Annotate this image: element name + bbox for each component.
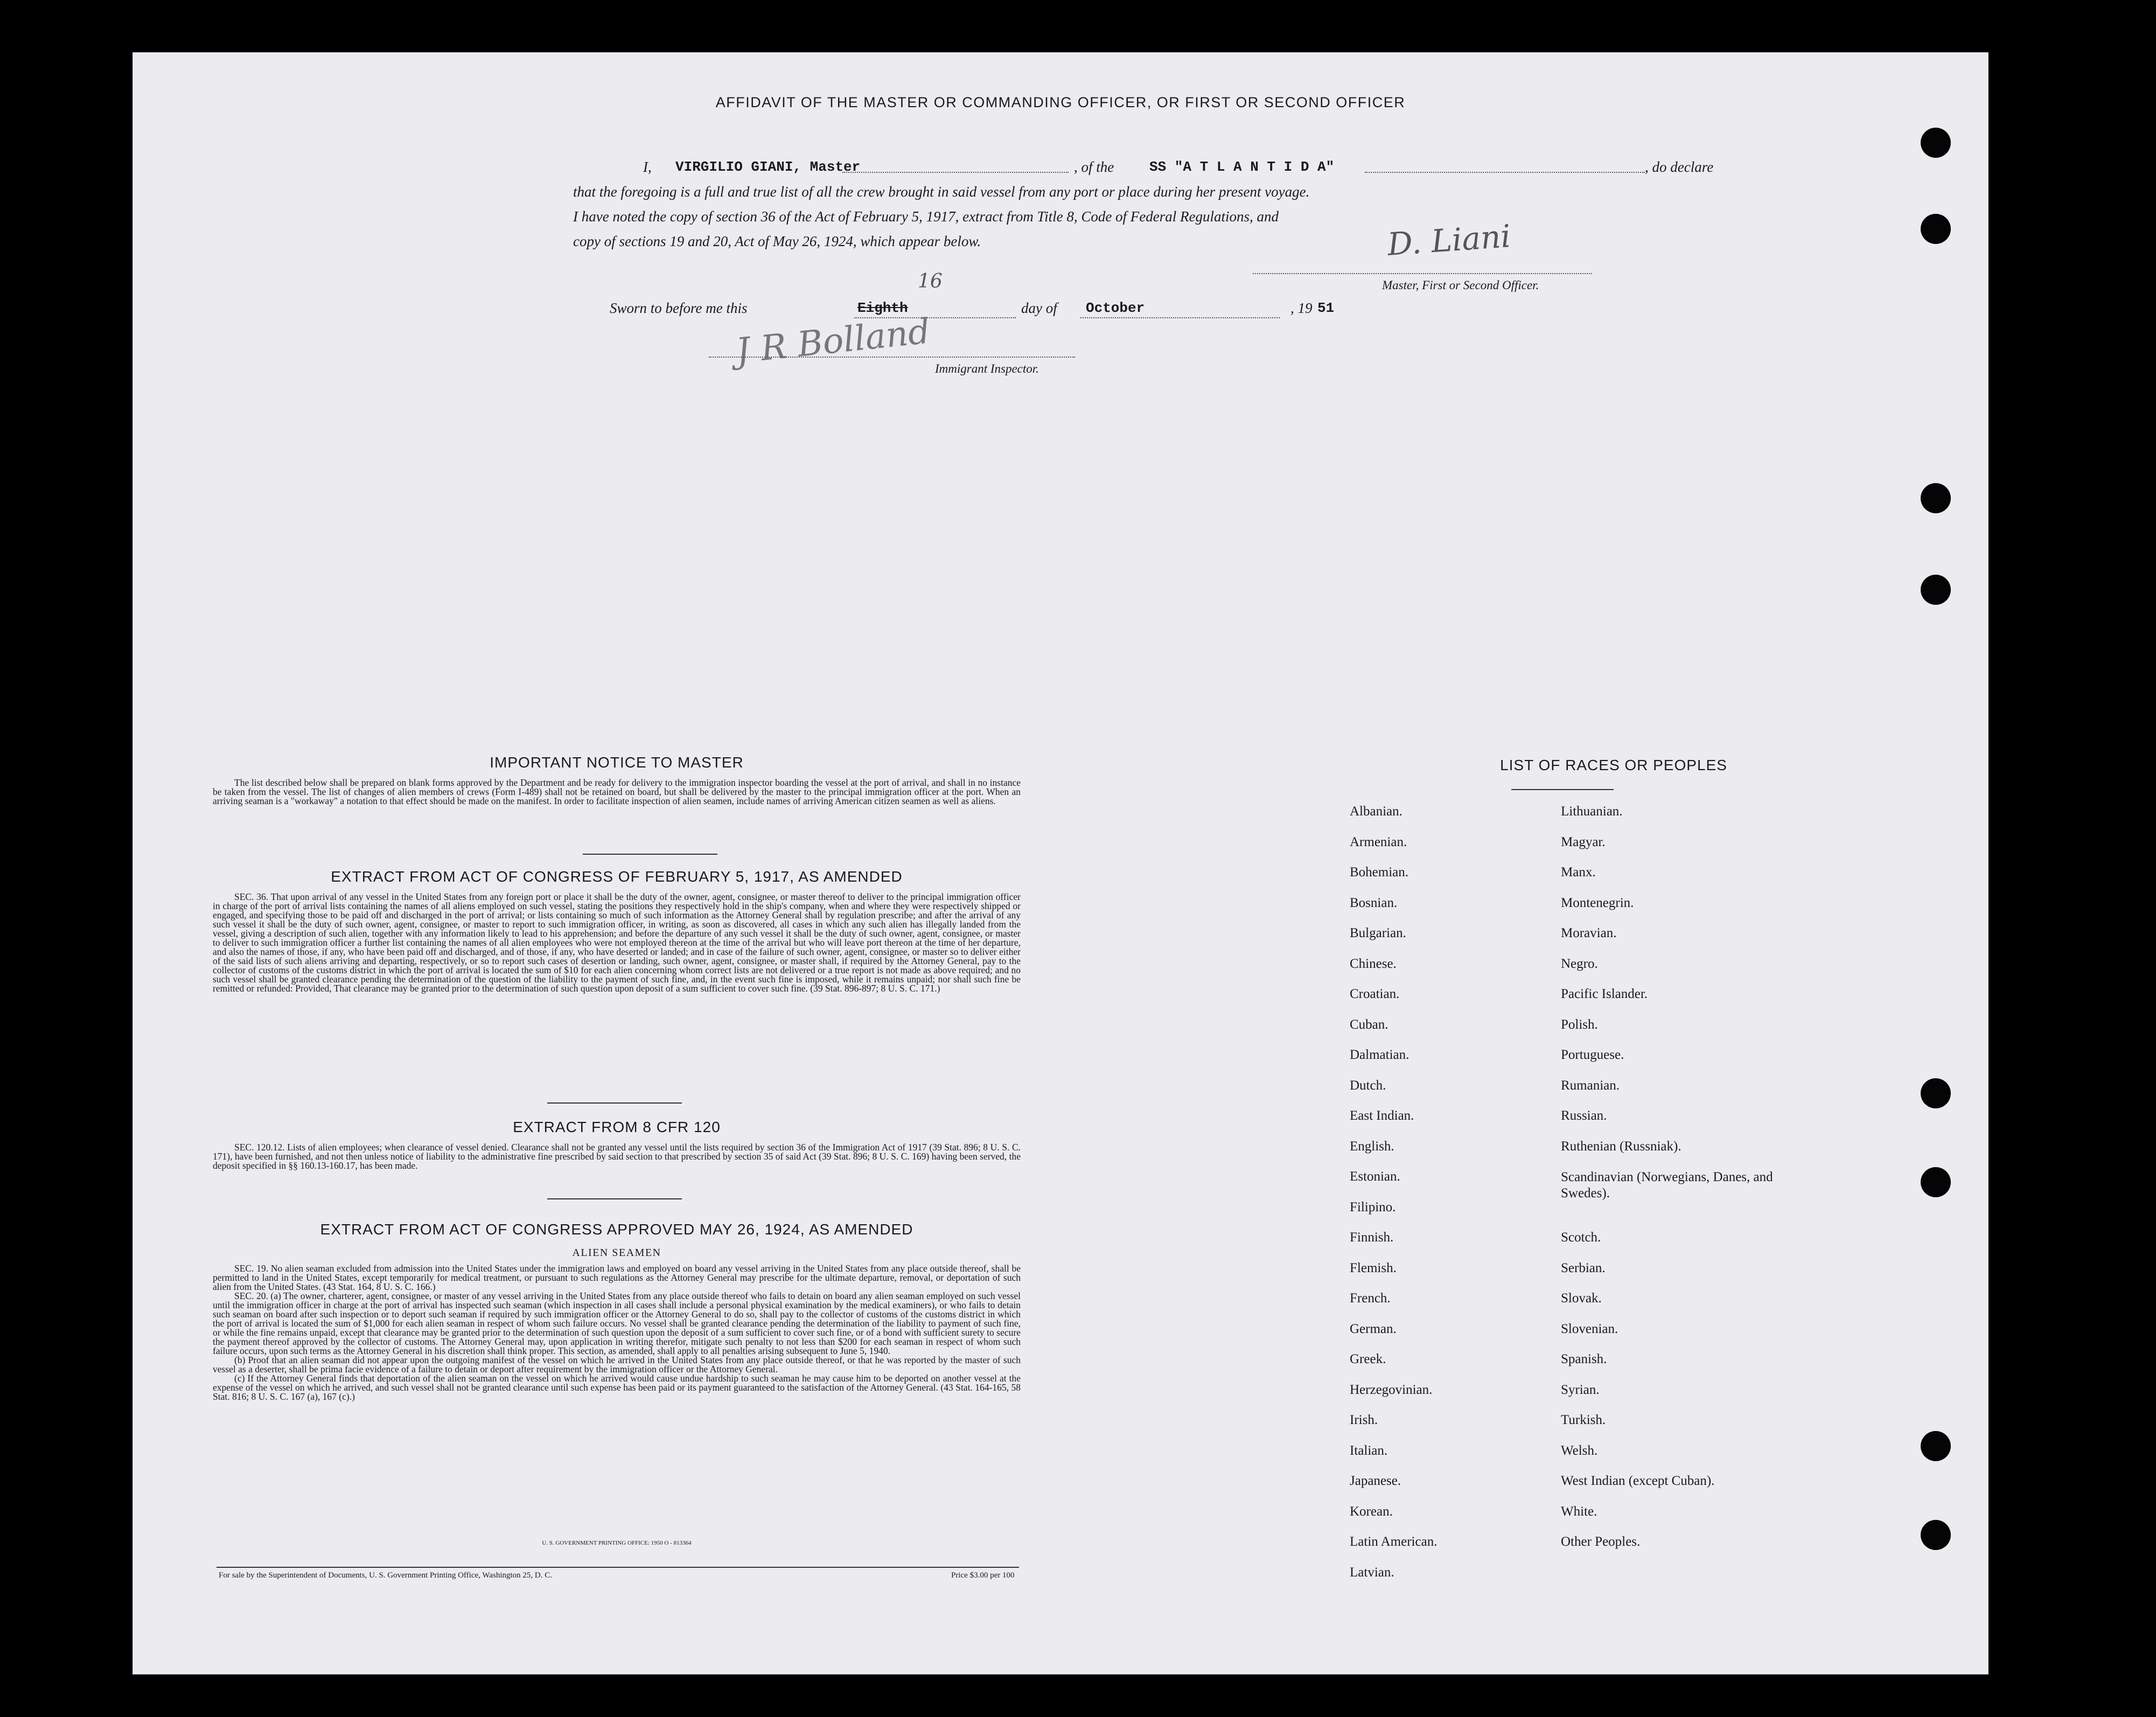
footer-rule <box>217 1567 1019 1568</box>
race-item: Rumanian. <box>1561 1078 1620 1093</box>
sworn-day: Eighth <box>857 300 908 316</box>
race-item: Latin American. <box>1350 1534 1438 1549</box>
races-left-column <box>1350 804 1544 1595</box>
race-item: Serbian. <box>1561 1260 1606 1275</box>
inspector-signature-line <box>709 357 1075 358</box>
race-item: Ruthenian (Russniak). <box>1561 1139 1681 1154</box>
sworn-day-correction: 16 <box>918 270 943 292</box>
price-notice: Price $3.00 per 100 <box>951 1571 1015 1580</box>
race-item: Moravian. <box>1561 926 1617 940</box>
of-the-label: , of the <box>1074 159 1114 175</box>
document-sheet <box>132 52 1988 1674</box>
punch-hole <box>1921 128 1951 158</box>
printer-imprint: U. S. GOVERNMENT PRINTING OFFICE: 1950 O - 813364 <box>542 1540 692 1546</box>
race-item: Estonian. <box>1350 1169 1400 1184</box>
signature-line <box>1253 273 1592 274</box>
race-item: Bohemian. <box>1350 865 1409 880</box>
inspector-signature: J R Bolland <box>734 311 932 372</box>
race-item: Chinese. <box>1350 956 1397 971</box>
pronoun: I, <box>643 159 652 175</box>
race-item: Montenegrin. <box>1561 895 1634 910</box>
race-item: Armenian. <box>1350 834 1407 849</box>
race-item: Dalmatian. <box>1350 1048 1410 1062</box>
race-item: White. <box>1561 1504 1597 1519</box>
extract-1924-title: EXTRACT FROM ACT OF CONGRESS APPROVED MAY 26, 1924, AS AMENDED <box>320 1221 913 1238</box>
race-item: Syrian. <box>1561 1382 1600 1397</box>
extract-1917-body: SEC. 36. That upon arrival of any vessel in the United States from any foreign port or place it shall be the duty of the owner, agent, consignee, or master thereof to deliver to the principal immigration officer in charge of the port of arrival lists containing the names of all aliens employed on such vessel, stating the positions they respectively hold in the ship's company, when and where they were respectively shipped or engaged, and specifying those to be paid off and discharged in the port of arrival; or lists containing so much of such information as the Attorney General shall by regulation prescribe; and after the arrival of any such vessel it shall be the duty of such owner, agent, consignee, or master to report to such immigration officer, in writing, as soon as discovered, all cases in which any such alien has illegally landed from the vessel, giving a description of such alien, together with any information likely to lead to his apprehension; and before the departure of any such vessel it shall be the duty of such owner, agent, consignee, or master to deliver to such immigration officer a further list containing the names of all alien employees who were not employed thereon at the time of the arrival but who will leave port thereon at the time of her departure, and also the names of those, if any, who have been paid off and discharged, and of those, if any, who have deserted or landed; and in case of the failure of such owner, agent, consignee, or master so to deliver either of the said lists of such aliens arriving and departing, respectively, or so to report such cases of desertion or landing, such owner, agent, consignee, or master shall, if required by the Attorney General, pay to the collector of customs of the customs district in which the port of arrival is located the sum of $10 for each alien concerning whom correct lists are not delivered or a true report is not made as above required; and no such vessel shall be granted clearance pending the determination of the question of the liability to the payment of such fine, and, in the event such fine is imposed, while it remains unpaid; nor shall such fine be remitted or refunded: Provided, That clearance may be granted prior to the determination of such question upon deposit of a sum sufficient to cover such fine. (39 Stat. 896-897; 8 U. S. C. 171.) <box>213 891 1021 994</box>
separator-rule <box>583 854 717 855</box>
declaration-line-3: I have noted the copy of section 36 of the Act of February 5, 1917, extract from Title 8, Code of Federal Regulations, and <box>573 208 1279 225</box>
race-item: Herzegovinian. <box>1350 1382 1433 1397</box>
race-item: Spanish. <box>1561 1352 1607 1366</box>
extract-1917-title: EXTRACT FROM ACT OF CONGRESS OF FEBRUARY 5, 1917, AS AMENDED <box>331 868 903 885</box>
declaration-line-1 <box>573 155 1736 179</box>
race-item: Greek. <box>1350 1352 1386 1366</box>
race-item: Dutch. <box>1350 1078 1386 1093</box>
race-item: Lithuanian. <box>1561 804 1623 819</box>
races-title: LIST OF RACES OR PEOPLES <box>1500 757 1727 773</box>
master-signature-caption: Master, First or Second Officer. <box>1382 278 1539 292</box>
race-item: Pacific Islander. <box>1561 987 1648 1001</box>
declaration <box>573 155 1736 254</box>
punch-hole <box>1921 1520 1951 1550</box>
race-item: Bosnian. <box>1350 895 1398 910</box>
separator-rule <box>547 1198 682 1199</box>
do-declare-label: , do declare <box>1645 159 1714 175</box>
race-item: Welsh. <box>1561 1443 1598 1458</box>
race-item: Croatian. <box>1350 987 1400 1001</box>
race-item: Finnish. <box>1350 1230 1394 1245</box>
race-item: Korean. <box>1350 1504 1393 1519</box>
extract-1924-body <box>213 1264 1021 1401</box>
sale-notice: For sale by the Superintendent of Documents, U. S. Government Printing Office, Washington 25, D. C. <box>219 1571 552 1580</box>
punch-hole <box>1921 575 1951 605</box>
sworn-year: 51 <box>1317 300 1335 316</box>
race-item: Turkish. <box>1561 1413 1606 1427</box>
race-item: East Indian. <box>1350 1108 1414 1123</box>
day-of-label: day of <box>1021 300 1057 316</box>
dotted-line <box>1365 172 1645 173</box>
race-item: Manx. <box>1561 865 1596 880</box>
race-item: Flemish. <box>1350 1260 1397 1275</box>
race-item: French. <box>1350 1291 1391 1306</box>
section-20b: (b) Proof that an alien seaman did not appear upon the outgoing manifest of the vessel on which he arrived in the United States from any place outside thereof, or that he was reported by the master of such vessel as a deserter, shall be prima facie evidence of a failure to detain or deport after requirement by the immigration officer or the Attorney General. <box>213 1355 1021 1374</box>
declaration-line-4: copy of sections 19 and 20, Act of May 26, 1924, which appear below. <box>573 233 981 249</box>
section-20a: SEC. 20. (a) The owner, charterer, agent, consignee, or master of any vessel arriving in the United States from any place outside thereof who fails to detain on board any alien seaman employed on such vessel until the immigration officer in charge at the port of arrival has inspected such seaman (which inspection in all cases shall include a personal physical examination by the medical examiners), or who fails to detain such seaman on board after such inspection or to deport such seaman if required by such immigration officer or the Attorney General to do so, shall pay to the collector of customs of the customs district in which the port of arrival is located the sum of $1,000 for each alien seaman in respect of whom such failure occurs. No vessel shall be granted clearance pending the determination of the liability to payment of such fine, or while the fine remains unpaid, except that clearance may be granted prior to the determination of such question upon the deposit of a sum sufficient to cover such fine, or of a bond with sufficient surety to secure the payment thereof approved by the collector of customs. The Attorney General may, upon application in writing therefor, mitigate such penalty to not less than $200 for each seaman in respect of whom such failure occurs, upon such terms as the Attorney General in his discretion shall think proper. This section, as amended, shall apply to all penalties arising subsequent to June 5, 1940. <box>213 1290 1021 1356</box>
section-20c: (c) If the Attorney General finds that deportation of the alien seaman on the vessel on which he arrived would cause undue hardship to such seaman he may cause him to be deported on another vessel at the expense of the vessel on which he arrived, and such vessel shall not be granted clearance until such expense has been paid or its payment guaranteed to the satisfaction of the Attorney General. (43 Stat. 164-165, 58 Stat. 816; 8 U. S. C. 167 (a), 167 (c).) <box>213 1373 1021 1402</box>
punch-hole <box>1921 214 1951 244</box>
dotted-line <box>1080 317 1280 318</box>
sworn-month: October <box>1086 300 1145 316</box>
race-item: Other Peoples. <box>1561 1534 1641 1549</box>
punch-hole <box>1921 1078 1951 1108</box>
race-item: Magyar. <box>1561 834 1606 849</box>
race-item: Portuguese. <box>1561 1048 1624 1062</box>
punch-hole <box>1921 1167 1951 1197</box>
race-item: Bulgarian. <box>1350 926 1406 940</box>
sworn-prefix: Sworn to before me this <box>610 300 748 316</box>
race-item: Scotch. <box>1561 1230 1601 1245</box>
race-item: Latvian. <box>1350 1565 1394 1580</box>
race-item: Cuban. <box>1350 1017 1389 1032</box>
affidavit-title: AFFIDAVIT OF THE MASTER OR COMMANDING OFFICER, OR FIRST OR SECOND OFFICER <box>715 94 1406 110</box>
master-signature: D. Liani <box>1386 218 1512 263</box>
dotted-line <box>842 172 1069 173</box>
race-item: Italian. <box>1350 1443 1388 1458</box>
race-item: Filipino. <box>1350 1199 1396 1215</box>
race-item: Irish. <box>1350 1413 1378 1427</box>
section-19: SEC. 19. No alien seaman excluded from admission into the United States under the immigration laws and employed on board any vessel arriving in the United States from any place outside thereof, shall be permitted to land in the United States, except temporarily for medical treatment, or pursuant to such regulations as the Attorney General may prescribe for the ultimate departure, removal, or deportation of such alien from the United States. (43 Stat. 164, 8 U. S. C. 166.) <box>213 1263 1021 1292</box>
notice-title: IMPORTANT NOTICE TO MASTER <box>490 754 744 771</box>
race-item: West Indian (except Cuban). <box>1561 1474 1715 1488</box>
separator-rule <box>1511 789 1614 790</box>
extract-cfr-title: EXTRACT FROM 8 CFR 120 <box>513 1119 721 1135</box>
year-prefix: , 19 <box>1290 300 1313 316</box>
race-item: Polish. <box>1561 1017 1598 1032</box>
extract-cfr-body: SEC. 120.12. Lists of alien employees; when clearance of vessel denied. Clearance shall not be granted any vessel until the lists required by section 36 of the Immigration Act of 1917 (39 Stat. 896; 8 U. S. C. 171), have been furnished, and not then unless notice of liability to the administrative fine prescribed by said section to that prescribed by section 35 of said Act (39 Stat. 896; 8 U. S. C. 169) having been served, the deposit specified in §§ 160.13-160.17, has been made. <box>213 1142 1021 1171</box>
inspector-caption: Immigrant Inspector. <box>935 362 1039 375</box>
race-item: Slovenian. <box>1561 1321 1618 1336</box>
punch-hole <box>1921 1431 1951 1461</box>
vessel-name: SS "A T L A N T I D A" <box>1149 159 1335 175</box>
notice-body: The list described below shall be prepared on blank forms approved by the Department and be ready for delivery to the immigration inspector boarding the vessel at the port of arrival, and shall in no instance be taken from the vessel. The list of changes of alien members of crews (Form I-489) shall not be retained on board, but shall be delivered by the master to the principal immigration officer at the port. When an arriving seaman is a "workaway" a notation to that effect should be made on the manifest. In order to facilitate inspection of alien seamen, include names of arriving American citizen seamen as well as aliens. <box>213 777 1021 806</box>
race-item: Albanian. <box>1350 804 1403 819</box>
punch-hole <box>1921 483 1951 513</box>
extract-1924-subtitle: ALIEN SEAMEN <box>572 1247 661 1259</box>
race-item: English. <box>1350 1139 1394 1154</box>
race-item: Scandinavian (Norwegians, Danes, and Swedes). <box>1561 1170 1773 1200</box>
race-item: Slovak. <box>1561 1291 1602 1306</box>
race-item: German. <box>1350 1321 1397 1336</box>
race-item: Japanese. <box>1350 1474 1401 1488</box>
race-item: Negro. <box>1561 956 1598 971</box>
separator-rule <box>547 1102 682 1104</box>
race-item: Russian. <box>1561 1108 1607 1123</box>
master-name: VIRGILIO GIANI, Master <box>675 159 861 175</box>
declaration-line-2: that the foregoing is a full and true list of all the crew brought in said vessel from any port or place during her present voyage. <box>573 184 1310 200</box>
races-right-column <box>1561 804 1787 1565</box>
